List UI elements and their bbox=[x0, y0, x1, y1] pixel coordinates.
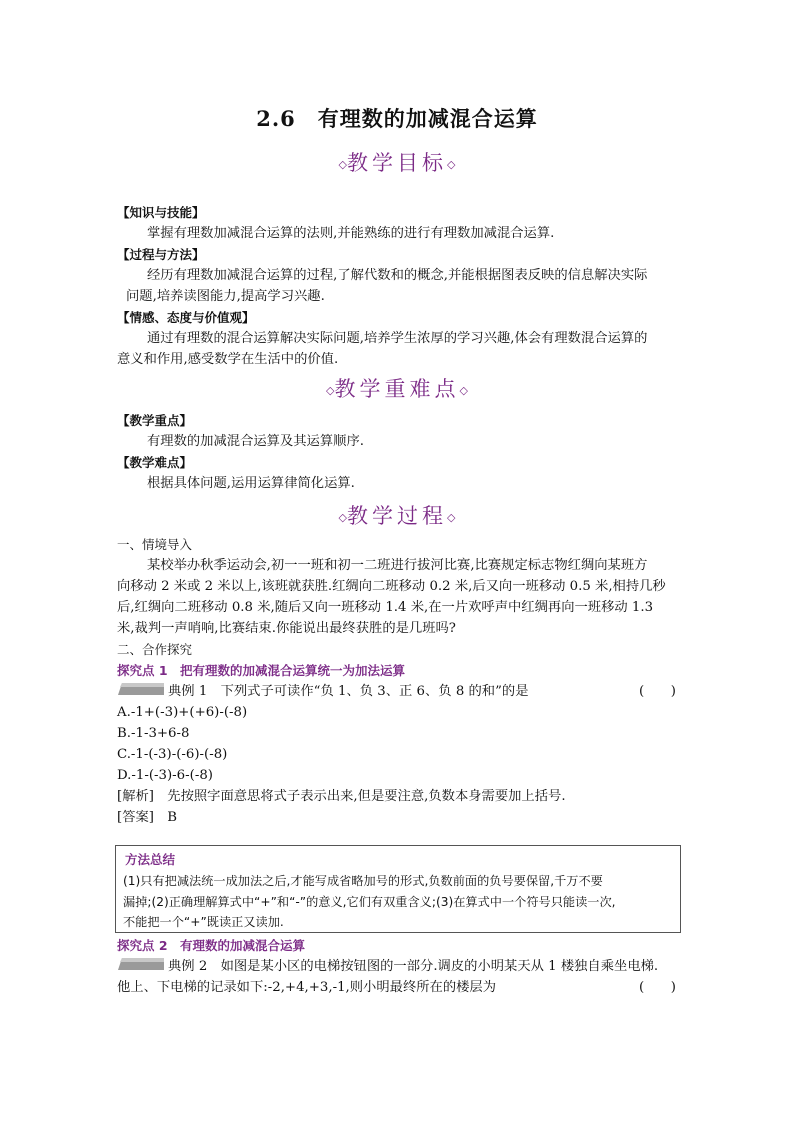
diamond-icon: ◇ bbox=[447, 511, 456, 524]
example-bar-icon bbox=[118, 958, 164, 970]
key-points-block bbox=[117, 410, 680, 494]
diamond-icon: ◇ bbox=[326, 384, 335, 397]
process-block bbox=[117, 534, 680, 828]
diamond-icon: ◇ bbox=[447, 158, 456, 171]
answer-blank: ( ) bbox=[639, 980, 676, 995]
example-1 bbox=[117, 681, 680, 702]
focus-text: 有理数的加减混合运算及其运算顺序. bbox=[147, 434, 364, 449]
intro-line: 向移动 2 米或 2 米以上,该班就获胜.红绸向二班移动 0.2 米,后又向一班移动 0.5 米,相持几秒 bbox=[117, 579, 666, 594]
knowledge-text: 掌握有理数加减混合运算的法则,并能熟练的进行有理数加减混合运算. bbox=[147, 226, 555, 241]
option-c: C.-1-(-3)-(-6)-(-8) bbox=[117, 747, 228, 762]
objectives-block bbox=[117, 202, 680, 370]
intro-line: 后,红绸向二班移动 0.8 米,随后又向一班移动 1.4 米,在一片欢呼声中红绸再向一班移动 1.3 bbox=[117, 600, 654, 615]
diamond-icon: ◇ bbox=[338, 158, 347, 171]
answer-text: [答案] B bbox=[117, 810, 178, 825]
method-summary-box bbox=[115, 845, 681, 933]
summary-title: 方法总结 bbox=[125, 852, 176, 867]
process-method-label: 【过程与方法】 bbox=[117, 247, 205, 262]
diamond-icon: ◇ bbox=[338, 511, 347, 524]
knowledge-label: 【知识与技能】 bbox=[117, 205, 205, 220]
example-2-text: 他上、下电梯的记录如下:-2,+4,+3,-1,则小明最终所在的楼层为 bbox=[117, 980, 497, 995]
section-heading-process: ◇教学过程◇ bbox=[338, 504, 456, 528]
answer-blank: ( ) bbox=[639, 684, 676, 699]
section-heading-key-points: ◇教学重难点◇ bbox=[326, 377, 468, 401]
process-method-line: 问题,培养读图能力,提高学习兴趣. bbox=[126, 289, 325, 304]
process-method-line: 经历有理数加减混合运算的过程,了解代数和的概念,并能根据图表反映的信息解决实际 bbox=[147, 268, 648, 283]
diamond-icon: ◇ bbox=[459, 384, 468, 397]
intro-line: 某校举办秋季运动会,初一一班和初一二班进行拔河比赛,比赛规定标志物红绸向某班方 bbox=[147, 558, 648, 573]
probe-2-block bbox=[117, 935, 680, 998]
analysis-text: [解析] 先按照字面意思将式子表示出来,但是要注意,负数本身需要加上括号. bbox=[117, 789, 566, 804]
focus-label: 【教学重点】 bbox=[117, 413, 193, 428]
summary-line: (1)只有把减法统一成加法之后,才能写成省略加号的形式,负数前面的负号要保留,千万不要 bbox=[123, 874, 603, 888]
example-1-text: 典例 1 下列式子可读作“负 1、负 3、正 6、负 8 的和”的是 bbox=[168, 684, 529, 699]
example-bar-icon bbox=[118, 683, 164, 695]
probe-point-2: 探究点 2 有理数的加减混合运算 bbox=[117, 938, 306, 953]
summary-line: 漏掉;(2)正确理解算式中“+”和“-”的意义,它们有双重含义;(3)在算式中一个符号只能读一次, bbox=[123, 894, 616, 909]
emotion-line: 意义和作用,感受数学在生活中的价值. bbox=[117, 352, 339, 367]
option-a: A.-1+(-3)+(+6)-(-8) bbox=[117, 705, 248, 720]
probe-point-1: 探究点 1 把有理数的加减混合运算统一为加法运算 bbox=[117, 663, 406, 678]
intro-heading: 一、情境导入 bbox=[117, 537, 193, 552]
difficulty-text: 根据具体问题,运用运算律简化运算. bbox=[147, 476, 355, 491]
option-b: B.-1-3+6-8 bbox=[117, 726, 190, 741]
intro-line: 米,裁判一声哨响,比赛结束.你能说出最终获胜的是几班吗? bbox=[117, 621, 456, 636]
example-2-text: 典例 2 如图是某小区的电梯按钮图的一部分.调皮的小明某天从 1 楼独自乘坐电梯. bbox=[168, 959, 659, 974]
difficulty-label: 【教学难点】 bbox=[117, 455, 193, 470]
option-d: D.-1-(-3)-6-(-8) bbox=[117, 768, 213, 783]
summary-body bbox=[123, 871, 675, 933]
section-heading-objectives: ◇教学目标◇ bbox=[338, 151, 456, 175]
page-title: 2.6 有理数的加减混合运算 bbox=[256, 106, 538, 131]
emotion-line: 通过有理数的混合运算解决实际问题,培养学生浓厚的学习兴趣,体会有理数混合运算的 bbox=[147, 331, 648, 346]
example-2-line-2 bbox=[117, 977, 680, 998]
emotion-label: 【情感、态度与价值观】 bbox=[117, 310, 255, 325]
explore-heading: 二、合作探究 bbox=[117, 642, 193, 657]
example-2 bbox=[117, 956, 680, 977]
summary-line: 不能把一个“+”既读正又读加. bbox=[123, 915, 284, 929]
